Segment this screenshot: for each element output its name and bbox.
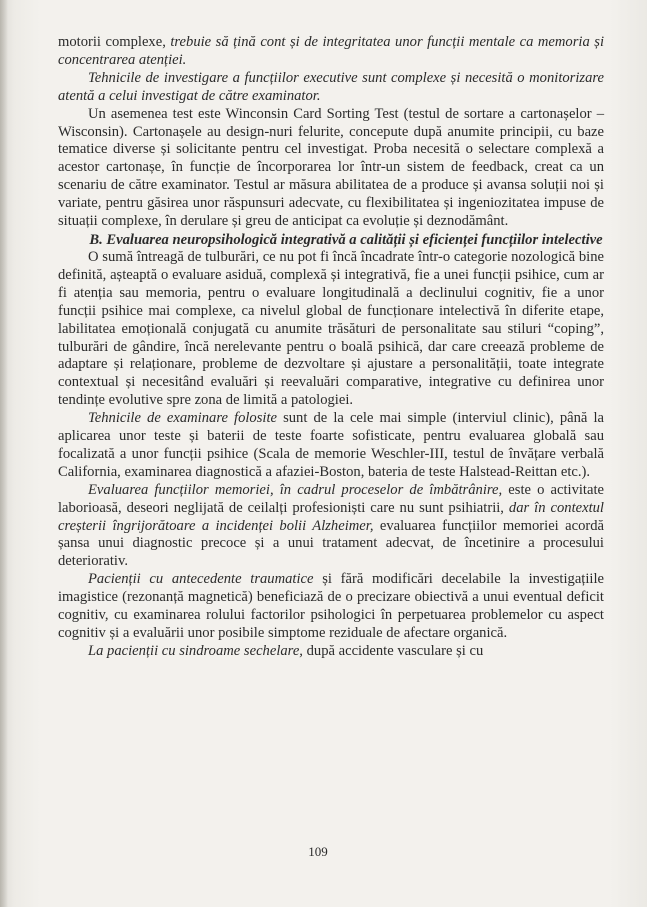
section-heading: B. Evaluarea neuropsihologică integrativă a calității și eficienței funcțiilor intelective — [89, 231, 603, 248]
paragraph-6 — [58, 482, 604, 572]
paragraph-1 — [58, 34, 604, 70]
paragraph-5-italic: Tehnicile de examinare folosite — [88, 410, 277, 427]
page-text — [58, 34, 604, 661]
paragraph-4: O sumă întreagă de tulburări, ce nu pot fi încă încadrate într-o categorie nozologică bine definită, așteaptă o evaluare asiduă, complexă și integrativă, fie a unei funcții psihice, cum ar fi atenția sau memoria, pentru o evaluare longitudinală a declinului cognitiv, fie a unor funcții psihice mai complexe, ca nivelul global de funcționare intelectivă în diferite etape, labilitatea emoțională conjugată cu anumite trăsături de personalitate sau stiluri “coping”, tulburări de gândire, încă nerelevante pentru o boală psihică, dar care creează probleme de adaptare și relaționare, probleme de dezvoltare și ajustare a personalității, toate integrate contextual și necesitând evaluări și reevaluări comparative, integrative cu definirea unor tendințe evolutive spre zona de limită a patologiei. — [58, 248, 604, 409]
paragraph-6-text-1: este o activitate laborioasă, deseori neglijată de ceilalți profesioniști care nu sunt psihiatrii, — [58, 481, 604, 516]
paragraph-6-text-2: evaluarea funcțiilor memoriei acordă șansa unui diagnostic precoce și a unui tratament adecvat, de încetinire a procesului deteriorativ. — [58, 517, 604, 570]
paragraph-7-italic: Pacienții cu antecedente traumatice — [88, 571, 314, 588]
binding-shadow — [0, 0, 8, 907]
paragraph-2: Tehnicile de investigare a funcțiilor executive sunt complexe și necesită o monitorizare atentă a celui investigat de către examinator. — [58, 69, 604, 104]
paragraph-7 — [58, 571, 604, 643]
paragraph-5-text: sunt de la cele mai simple (interviul clinic), până la aplicarea unor teste și baterii de teste foarte sofisticate, pentru evaluarea globală sau focalizată a unor funcții psihice (Scala de memorie Weschler-III, testul de învățare verbală California, examinarea diagnostică a afaziei-Boston, bateria de teste Halstead-Reittan etc.). — [58, 410, 604, 480]
paragraph-6-italic-1: Evaluarea funcțiilor memoriei, în cadrul proceselor de îmbătrânire, — [88, 481, 503, 498]
paragraph-6-italic-2: dar în contextul creșterii îngrijorătoare a incidenței bolii Alzheimer, — [58, 499, 604, 534]
paragraph-8 — [58, 643, 604, 661]
paragraph-3: Un asemenea test este Winconsin Card Sorting Test (testul de sortare a cartonașelor – Wisconsin). Cartonașele au design-nuri felurite, concepute după anumite principii, cu baze tematice diverse și solicitante pentru cel investigat. Proba necesită o selectare complexă a acestor cartonașe, în funcție de încorporarea lor într-un sistem de feedback, creat ca un scenariu de către examinator. Testul ar măsura abilitatea de a produce și avansa soluții noi și variate, pentru găsirea unor răspunsuri adecvate, cu flexibilitatea și ingeniozitatea impuse de situații complexe, în derulare și greu de anticipat ca evoluție și deznodământ. — [58, 105, 604, 230]
paragraph-5 — [58, 410, 604, 482]
paragraph-8-italic: La pacienții cu sindroame sechelare, — [88, 642, 303, 659]
page-number: 109 — [308, 844, 328, 859]
paragraph-1-start: motorii complexe, — [58, 34, 171, 50]
paragraph-8-text: după accidente vasculare și cu — [302, 642, 484, 659]
paragraph-1-italic: trebuie să țină cont și de integritatea unor funcții mentale ca memoria și concentrarea atenției. — [58, 34, 604, 68]
paragraph-7-text: și fără modificări decelabile la investigațiile imagistice (rezonanță magnetică) beneficiază de o precizare obiectivă a unui eventual deficit cognitiv, cu examinarea rolului factorilor psihologici în perpetuarea problemelor cu aspect cognitiv și a evaluării unor posibile simptome reziduale de afectare organică. — [58, 571, 604, 641]
